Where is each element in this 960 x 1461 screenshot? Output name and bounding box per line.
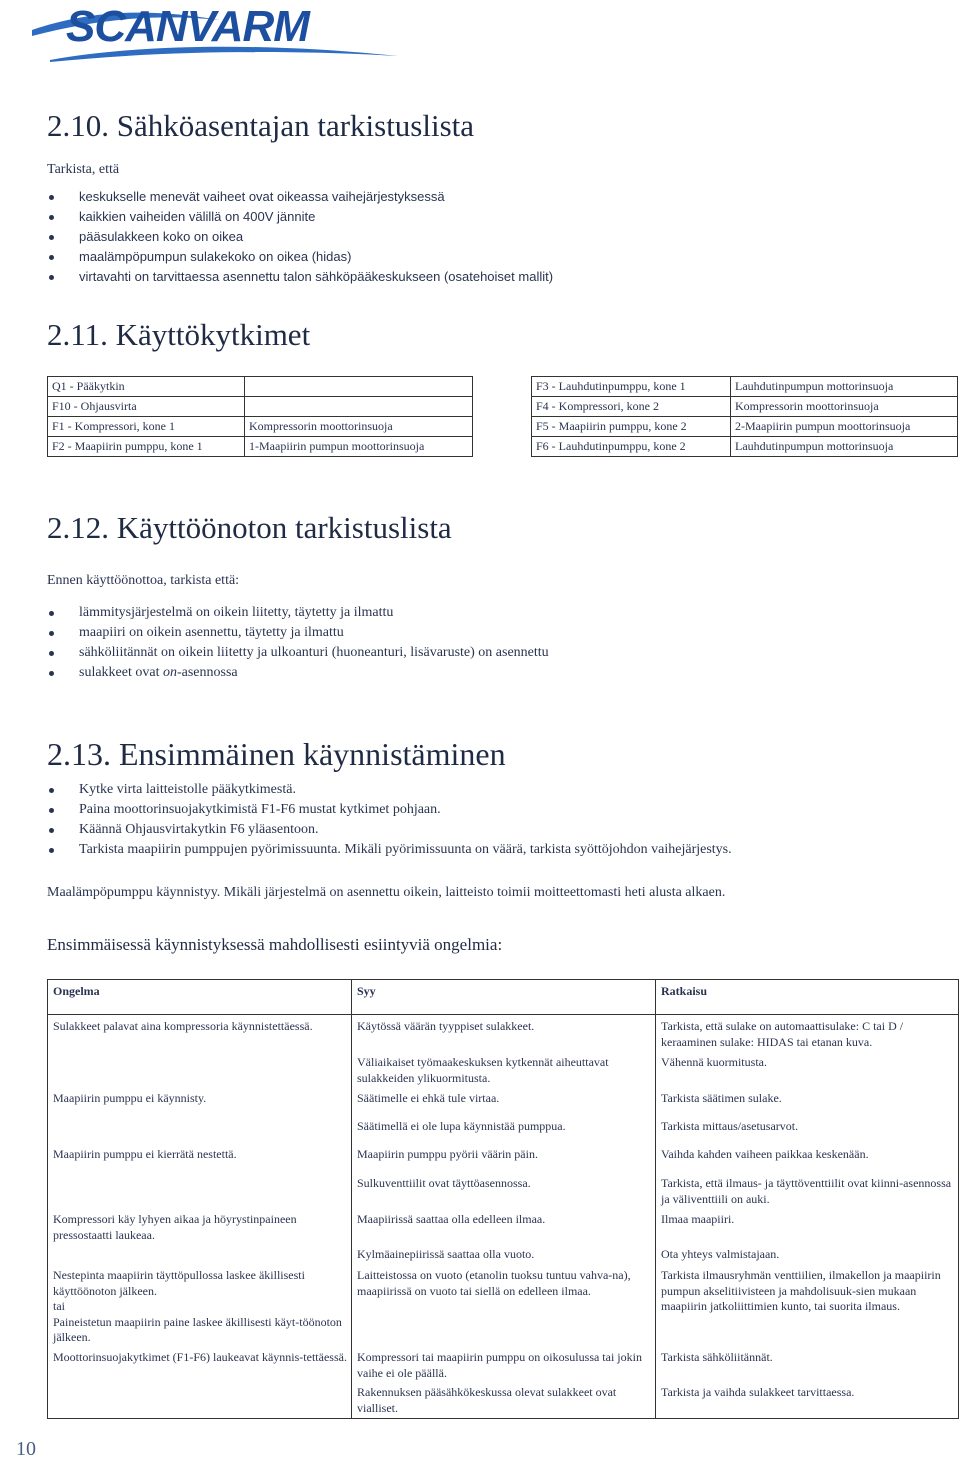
solution-cell: Ilmaa maapiiri. [661, 1212, 735, 1226]
section-title-2-10: 2.10. Sähköasentajan tarkistuslista [47, 108, 475, 143]
list-item: maalämpöpumpun sulakekoko on oikea (hidas) [47, 247, 553, 267]
cause-cell: Kompressori tai maapiirin pumppu on oikosulussa tai jokin vaihe ei ole päällä. [357, 1350, 642, 1380]
solution-cell: Ota yhteys valmistajaan. [661, 1247, 780, 1261]
header-ongelma: Ongelma [53, 984, 100, 998]
problems-table [47, 979, 959, 1419]
cause-cell: Sulkuventtiilit ovat täyttöasennossa. [357, 1176, 531, 1190]
section-2-12-intro: Ennen käyttöönottoa, tarkista että: [47, 573, 240, 588]
scanvarm-logo [30, 0, 400, 62]
section-title-2-12: 2.12. Käyttöönoton tarkistuslista [47, 510, 452, 545]
cause-cell: Kylmäainepiirissä saattaa olla vuoto. [357, 1247, 535, 1261]
list-item: Tarkista maapiirin pumppujen pyörimissuunta. Mikäli pyörimissuunta on väärä, tarkista syöttöjohdon vaihejärjestys. [47, 840, 732, 860]
section-2-12-list [47, 603, 549, 683]
cause-cell: Väliaikaiset työmaakeskuksen kytkennät aiheuttavat sulakkeiden ylikuormitusta. [357, 1055, 609, 1085]
list-item: sähköliitännät on oikein liitetty ja ulkoanturi (huoneanturi, lisävaruste) on asennettu [47, 643, 549, 663]
section-title-2-11: 2.11. Käyttökytkimet [47, 317, 311, 352]
problem-cell: Kompressori käy lyhyen aikaa ja höyrystinpaineen pressostaatti laukeaa. [53, 1212, 297, 1242]
table-row: F10 - Ohjausvirta [48, 397, 473, 417]
header-syy: Syy [357, 984, 376, 998]
problem-cell: Moottorinsuojakytkimet (F1-F6) laukeavat käynnis-tettäessä. [53, 1350, 347, 1364]
cause-cell: Laitteistossa on vuoto (etanolin tuoksu tuntuu vahva-na), maapiirissä on vuoto tai siellä on edelleen ilmaa. [357, 1268, 631, 1298]
solution-cell: Vähennä kuormitusta. [661, 1055, 767, 1069]
solution-cell: Vaihda kahden vaiheen paikkaa keskenään. [661, 1147, 869, 1161]
problem-cell: Sulakkeet palavat aina kompressoria käynnistettäessä. [53, 1019, 313, 1033]
section-title-2-13: 2.13. Ensimmäinen käynnistäminen [47, 736, 506, 772]
table-row: F2 - Maapiirin pumppu, kone 1 1-Maapiirin pumpun moottorinsuoja [48, 437, 473, 457]
table-row: F5 - Maapiirin pumppu, kone 2 2-Maapiirin pumpun moottorinsuoja [532, 417, 958, 437]
page-number: 10 [16, 1438, 36, 1460]
list-item: keskukselle menevät vaiheet ovat oikeassa vaihejärjestyksessä [47, 187, 553, 207]
cause-cell: Säätimelle ei ehkä tule virtaa. [357, 1091, 500, 1105]
solution-cell: Tarkista mittaus/asetusarvot. [661, 1119, 799, 1133]
section-2-13-list [47, 780, 732, 860]
switches-table-right [531, 376, 958, 457]
solution-cell: Tarkista ilmausryhmän venttiilien, ilmakellon ja maapiirin pumpun akselitiivisteen ja mahdolisuuk-sien mukaan maapiirin jatkoliittimien kunto, tai suorita ilmaus. [661, 1268, 941, 1313]
cause-cell: Maapiirin pumppu pyörii väärin päin. [357, 1147, 538, 1161]
table-row: F1 - Kompressori, kone 1 Kompressorin moottorinsuoja [48, 417, 473, 437]
table-row: F3 - Lauhdutinpumppu, kone 1 Lauhdutinpumpun mottorinsuoja [532, 377, 958, 397]
solution-cell: Tarkista sähköliitännät. [661, 1350, 773, 1364]
list-item: Paina moottorinsuojakytkimistä F1-F6 mustat kytkimet pohjaan. [47, 800, 732, 820]
table-row: F4 - Kompressori, kone 2 Kompressorin moottorinsuoja [532, 397, 958, 417]
logo-wordmark: SCANVARM [66, 2, 309, 51]
solution-cell: Tarkista, että ilmaus- ja täyttöventtiilit ovat kiinni-asennossa ja väliventtiili on auki. [661, 1176, 952, 1206]
list-item: kaikkien vaiheiden välillä on 400V jännite [47, 207, 553, 227]
cause-cell: Käytössä väärän tyyppiset sulakkeet. [357, 1019, 535, 1033]
cause-cell: Säätimellä ei ole lupa käynnistää pumppua. [357, 1119, 566, 1133]
startup-paragraph: Maalämpöpumppu käynnistyy. Mikäli järjestelmä on asennettu oikein, laitteisto toimii moitteettomasti heti alusta alkaen. [47, 885, 726, 900]
section-2-10-list [47, 187, 553, 287]
cause-cell: Rakennuksen pääsähkökeskussa olevat sulakkeet ovat vialliset. [357, 1385, 617, 1415]
solution-cell: Tarkista ja vaihda sulakkeet tarvittaessa. [661, 1385, 855, 1399]
list-item: sulakkeet ovat on-asennossa [47, 663, 549, 683]
table-row: Q1 - Pääkytkin [48, 377, 473, 397]
switches-table-left [47, 376, 473, 457]
list-item: pääsulakkeen koko on oikea [47, 227, 553, 247]
problem-cell: Nestepinta maapiirin täyttöpullossa laskee äkillisesti käyttöönoton jälkeen. tai Paineistetun maapiirin paine laskee äkillisesti käyt-töönoton jälkeen. [53, 1268, 342, 1344]
problem-cell: Maapiirin pumppu ei kierrätä nestettä. [53, 1147, 237, 1161]
solution-cell: Tarkista säätimen sulake. [661, 1091, 782, 1105]
problems-subheading: Ensimmäisessä käynnistyksessä mahdollisesti esiintyviä ongelmia: [47, 935, 503, 954]
section-2-10-intro: Tarkista, että [47, 162, 120, 177]
list-item: Käännä Ohjausvirtakytkin F6 yläasentoon. [47, 820, 732, 840]
list-item: lämmitysjärjestelmä on oikein liitetty, täytetty ja ilmattu [47, 603, 549, 623]
list-item: virtavahti on tarvittaessa asennettu talon sähköpääkeskukseen (osatehoiset mallit) [47, 267, 553, 287]
table-row: F6 - Lauhdutinpumppu, kone 2 Lauhdutinpumpun mottorinsuoja [532, 437, 958, 457]
cause-cell: Maapiirissä saattaa olla edelleen ilmaa. [357, 1212, 546, 1226]
list-item: maapiiri on oikein asennettu, täytetty ja ilmattu [47, 623, 549, 643]
header-ratkaisu: Ratkaisu [661, 984, 708, 998]
list-item: Kytke virta laitteistolle pääkytkimestä. [47, 780, 732, 800]
problem-cell: Maapiirin pumppu ei käynnisty. [53, 1091, 207, 1105]
solution-cell: Tarkista, että sulake on automaattisulake: C tai D / keraaminen sulake: HIDAS tai etanan kuva. [661, 1019, 904, 1049]
